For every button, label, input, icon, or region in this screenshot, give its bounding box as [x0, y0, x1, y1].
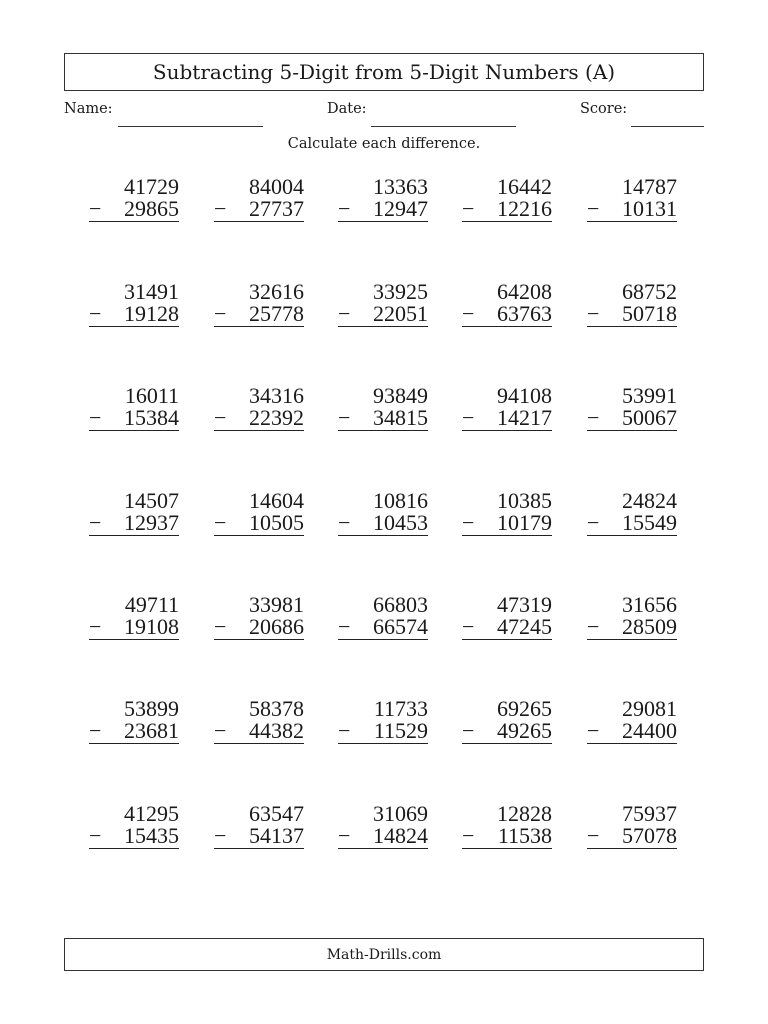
minus-sign: − [587, 301, 600, 326]
subtrahend: 12947 [373, 196, 428, 221]
subtrahend: 23681 [124, 718, 179, 743]
minus-sign: − [89, 510, 102, 535]
subtraction-problem [338, 385, 428, 431]
subtraction-problem [214, 176, 304, 222]
subtrahend-line [587, 303, 677, 327]
subtrahend-line [89, 198, 179, 222]
subtrahend-line [338, 198, 428, 222]
subtrahend: 54137 [249, 823, 304, 848]
minus-sign: − [89, 614, 102, 639]
minus-sign: − [89, 405, 102, 430]
name-blank[interactable] [118, 126, 263, 127]
minuend: 12828 [497, 801, 552, 826]
subtrahend-line [587, 198, 677, 222]
minuend: 33981 [249, 592, 304, 617]
subtrahend-line [89, 616, 179, 640]
subtrahend: 12937 [124, 510, 179, 535]
subtrahend-line [89, 825, 179, 849]
minus-sign: − [462, 301, 475, 326]
subtraction-problem [89, 176, 179, 222]
subtrahend: 27737 [249, 196, 304, 221]
subtrahend: 47245 [497, 614, 552, 639]
subtrahend-line [587, 512, 677, 536]
minuend: 16442 [497, 174, 552, 199]
minuend: 33925 [373, 279, 428, 304]
minuend: 84004 [249, 174, 304, 199]
footer-box [64, 938, 704, 971]
subtraction-problem [89, 594, 179, 640]
minuend: 58378 [249, 696, 304, 721]
subtrahend-line [214, 303, 304, 327]
subtraction-problem [462, 803, 552, 849]
subtraction-problem [462, 176, 552, 222]
subtrahend-line [214, 407, 304, 431]
subtrahend: 22392 [249, 405, 304, 430]
minus-sign: − [89, 196, 102, 221]
subtrahend-line [587, 407, 677, 431]
footer-text: Math-Drills.com [326, 946, 442, 963]
subtrahend-line [462, 198, 552, 222]
minus-sign: − [338, 614, 351, 639]
subtraction-problem [214, 803, 304, 849]
subtrahend-line [214, 720, 304, 744]
subtrahend-line [338, 303, 428, 327]
subtraction-problem [338, 281, 428, 327]
minus-sign: − [338, 718, 351, 743]
minuend: 10816 [373, 488, 428, 513]
minus-sign: − [462, 614, 475, 639]
subtrahend-line [214, 512, 304, 536]
subtrahend-line [338, 825, 428, 849]
minus-sign: − [214, 405, 227, 430]
subtrahend-line [587, 720, 677, 744]
subtraction-problem [89, 385, 179, 431]
subtraction-problem [89, 698, 179, 744]
subtrahend: 14824 [373, 823, 428, 848]
minuend: 31656 [622, 592, 677, 617]
minuend: 94108 [497, 383, 552, 408]
subtrahend: 50067 [622, 405, 677, 430]
minus-sign: − [338, 823, 351, 848]
minus-sign: − [89, 823, 102, 848]
subtraction-problem [587, 803, 677, 849]
minuend: 31491 [124, 279, 179, 304]
subtrahend: 10179 [497, 510, 552, 535]
minus-sign: − [587, 196, 600, 221]
subtraction-problem [338, 594, 428, 640]
minus-sign: − [587, 405, 600, 430]
minus-sign: − [338, 510, 351, 535]
subtrahend: 25778 [249, 301, 304, 326]
minus-sign: − [214, 718, 227, 743]
minuend: 53899 [124, 696, 179, 721]
subtraction-problem [587, 490, 677, 536]
subtrahend-line [89, 303, 179, 327]
subtrahend-line [338, 407, 428, 431]
subtrahend: 57078 [622, 823, 677, 848]
minuend: 14787 [622, 174, 677, 199]
minuend: 14507 [124, 488, 179, 513]
subtrahend: 10453 [373, 510, 428, 535]
subtraction-problem [462, 490, 552, 536]
subtrahend: 28509 [622, 614, 677, 639]
minus-sign: − [338, 405, 351, 430]
subtrahend: 49265 [497, 718, 552, 743]
minuend: 32616 [249, 279, 304, 304]
subtraction-problem [338, 176, 428, 222]
subtrahend: 15435 [124, 823, 179, 848]
minus-sign: − [214, 614, 227, 639]
subtraction-problem [587, 594, 677, 640]
subtraction-problem [214, 594, 304, 640]
subtrahend-line [587, 825, 677, 849]
subtrahend: 11529 [373, 718, 428, 743]
subtraction-problem [89, 803, 179, 849]
subtrahend: 19108 [124, 614, 179, 639]
subtrahend-line [587, 616, 677, 640]
minus-sign: − [462, 196, 475, 221]
subtraction-problem [338, 490, 428, 536]
minus-sign: − [89, 301, 102, 326]
worksheet-title: Subtracting 5-Digit from 5-Digit Numbers (A) [152, 60, 616, 84]
minuend: 41729 [124, 174, 179, 199]
minus-sign: − [338, 196, 351, 221]
subtrahend-line [462, 616, 552, 640]
subtrahend-line [462, 825, 552, 849]
subtraction-problem [587, 385, 677, 431]
subtraction-problem [587, 698, 677, 744]
subtrahend: 11538 [497, 823, 552, 848]
subtrahend: 34815 [373, 405, 428, 430]
minus-sign: − [587, 718, 600, 743]
score-label: Score: [580, 101, 628, 117]
subtrahend: 19128 [124, 301, 179, 326]
minuend: 41295 [124, 801, 179, 826]
minuend: 14604 [249, 488, 304, 513]
subtrahend: 24400 [622, 718, 677, 743]
subtrahend: 10505 [249, 510, 304, 535]
subtrahend-line [89, 512, 179, 536]
minus-sign: − [462, 823, 475, 848]
worksheet-title-box [64, 53, 704, 91]
subtrahend: 20686 [249, 614, 304, 639]
subtraction-problem [214, 385, 304, 431]
subtraction-problem [587, 281, 677, 327]
subtraction-problem [462, 698, 552, 744]
subtraction-problem [462, 594, 552, 640]
minuend: 11733 [373, 696, 428, 721]
subtrahend-line [214, 198, 304, 222]
minuend: 10385 [497, 488, 552, 513]
minuend: 63547 [249, 801, 304, 826]
minus-sign: − [462, 510, 475, 535]
minuend: 49711 [124, 592, 179, 617]
subtrahend-line [462, 407, 552, 431]
subtrahend-line [214, 616, 304, 640]
subtrahend-line [89, 407, 179, 431]
minuend: 53991 [622, 383, 677, 408]
name-label: Name: [64, 101, 113, 117]
subtrahend-line [462, 720, 552, 744]
subtrahend: 10131 [622, 196, 677, 221]
subtraction-problem [338, 803, 428, 849]
minus-sign: − [89, 718, 102, 743]
minus-sign: − [587, 823, 600, 848]
date-label: Date: [327, 101, 367, 117]
minuend: 75937 [622, 801, 677, 826]
minuend: 66803 [373, 592, 428, 617]
minuend: 29081 [622, 696, 677, 721]
subtraction-problem [338, 698, 428, 744]
subtraction-problem [89, 490, 179, 536]
minus-sign: − [587, 614, 600, 639]
minuend: 34316 [249, 383, 304, 408]
subtraction-problem [214, 281, 304, 327]
subtrahend: 15384 [124, 405, 179, 430]
minuend: 69265 [497, 696, 552, 721]
subtrahend: 44382 [249, 718, 304, 743]
date-blank[interactable] [371, 126, 516, 127]
subtrahend: 22051 [373, 301, 428, 326]
minus-sign: − [214, 301, 227, 326]
subtraction-problem [89, 281, 179, 327]
minuend: 16011 [124, 383, 179, 408]
subtrahend: 12216 [497, 196, 552, 221]
minus-sign: − [214, 196, 227, 221]
subtrahend-line [462, 303, 552, 327]
minuend: 13363 [373, 174, 428, 199]
subtrahend-line [89, 720, 179, 744]
subtraction-problem [462, 385, 552, 431]
minuend: 47319 [497, 592, 552, 617]
minus-sign: − [338, 301, 351, 326]
minus-sign: − [214, 510, 227, 535]
subtrahend: 66574 [373, 614, 428, 639]
minuend: 31069 [373, 801, 428, 826]
subtrahend-line [214, 825, 304, 849]
minuend: 24824 [622, 488, 677, 513]
subtrahend-line [338, 512, 428, 536]
minus-sign: − [462, 718, 475, 743]
subtraction-problem [214, 698, 304, 744]
subtrahend: 15549 [622, 510, 677, 535]
minuend: 93849 [373, 383, 428, 408]
subtrahend: 29865 [124, 196, 179, 221]
minuend: 64208 [497, 279, 552, 304]
subtrahend-line [462, 512, 552, 536]
subtraction-problem [587, 176, 677, 222]
subtrahend-line [338, 616, 428, 640]
minuend: 68752 [622, 279, 677, 304]
subtrahend-line [338, 720, 428, 744]
score-blank[interactable] [631, 126, 704, 127]
minus-sign: − [214, 823, 227, 848]
subtraction-problem [214, 490, 304, 536]
subtraction-problem [462, 281, 552, 327]
minus-sign: − [462, 405, 475, 430]
instructions: Calculate each difference. [287, 136, 481, 152]
subtrahend: 50718 [622, 301, 677, 326]
subtrahend: 63763 [497, 301, 552, 326]
minus-sign: − [587, 510, 600, 535]
subtrahend: 14217 [497, 405, 552, 430]
